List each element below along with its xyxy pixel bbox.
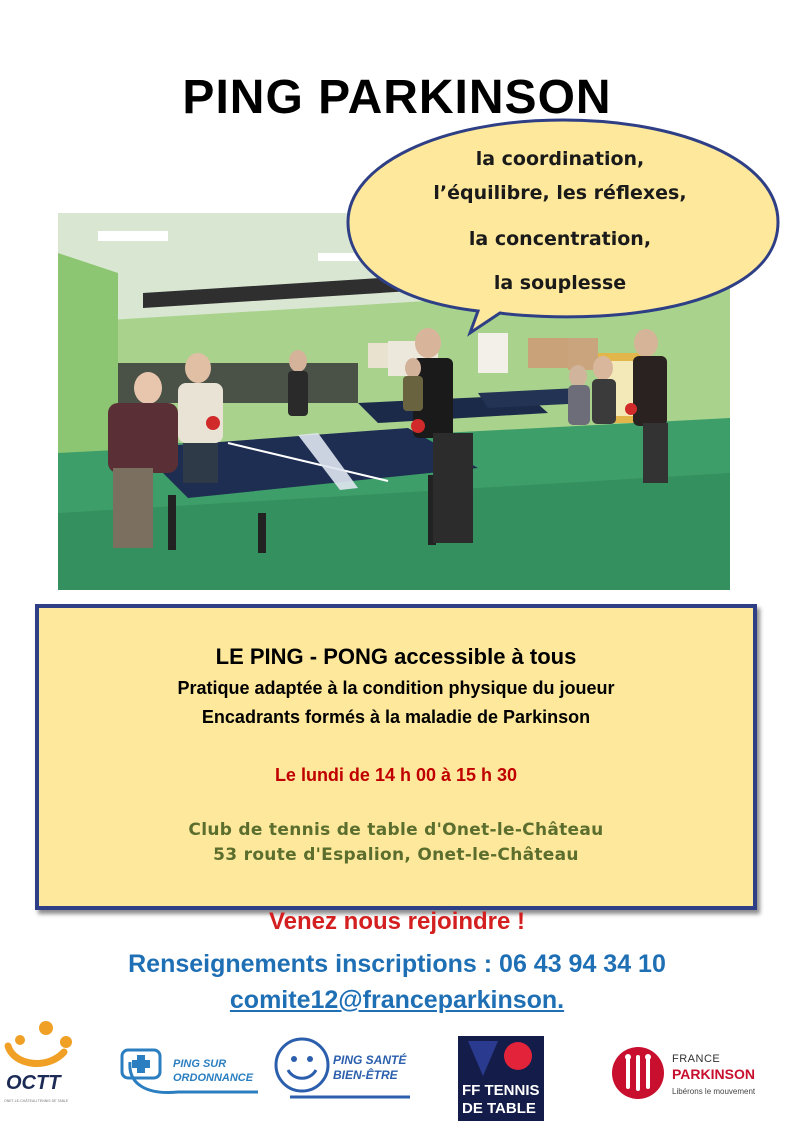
ping-sante-line2: BIEN-ÊTRE	[333, 1068, 398, 1082]
france-parkinson-line2: PARKINSON	[672, 1066, 755, 1082]
bubble-line: la concentration,	[468, 228, 652, 250]
call-to-action: Venez nous rejoindre !	[268, 908, 526, 935]
bubble-line: l’équilibre, les réflexes,	[433, 182, 687, 204]
octt-name: OCTT	[6, 1072, 61, 1094]
club-name: Club de tennis de table d'Onet-le-Château	[188, 820, 604, 840]
ping-ordonnance-line2: ORDONNANCE	[173, 1072, 254, 1084]
france-parkinson-tagline: Libérons le mouvement	[672, 1087, 756, 1096]
fftt-line1: FF TENNIS	[462, 1082, 540, 1099]
info-line: Pratique adaptée à la condition physique du joueur	[177, 678, 615, 698]
fftt-logo	[458, 1036, 544, 1121]
fftt-emblem-icon	[458, 1036, 544, 1081]
ping-ordonnance-icon	[118, 1040, 270, 1102]
info-line: Encadrants formés à la maladie de Parkinson	[201, 707, 591, 727]
ping-sante-line1: PING SANTÉ	[333, 1053, 407, 1067]
club-address: 53 route d'Espalion, Onet-le-Château	[213, 845, 579, 865]
page-title: PING PARKINSON	[182, 71, 612, 124]
email-link[interactable]: comite12@franceparkinson.	[229, 986, 565, 1014]
contact-line: Renseignements inscriptions : 06 43 94 34 10	[128, 950, 666, 978]
info-box	[35, 604, 757, 910]
bubble-line: la souplesse	[493, 272, 627, 294]
octt-emblem-icon	[0, 1018, 80, 1078]
ping-ordonnance-logo	[118, 1040, 270, 1102]
ping-ordonnance-line1: PING SUR	[173, 1058, 227, 1070]
bubble-line: la coordination,	[475, 148, 645, 170]
speech-bubble	[0, 0, 794, 360]
octt-logo	[0, 1018, 80, 1113]
info-heading: LE PING - PONG accessible à tous	[215, 644, 577, 669]
france-parkinson-emblem-icon	[610, 1045, 666, 1101]
france-parkinson-logo	[610, 1045, 780, 1105]
fftt-line2: DE TABLE	[462, 1100, 536, 1117]
octt-tagline: ONET-LE-CHÂTEAU TENNIS DE TABLE	[4, 1099, 69, 1103]
schedule-text: Le lundi de 14 h 00 à 15 h 30	[274, 765, 518, 785]
france-parkinson-line1: FRANCE	[672, 1053, 721, 1065]
ping-sante-logo	[270, 1035, 420, 1105]
contact-email-row	[0, 986, 794, 1015]
